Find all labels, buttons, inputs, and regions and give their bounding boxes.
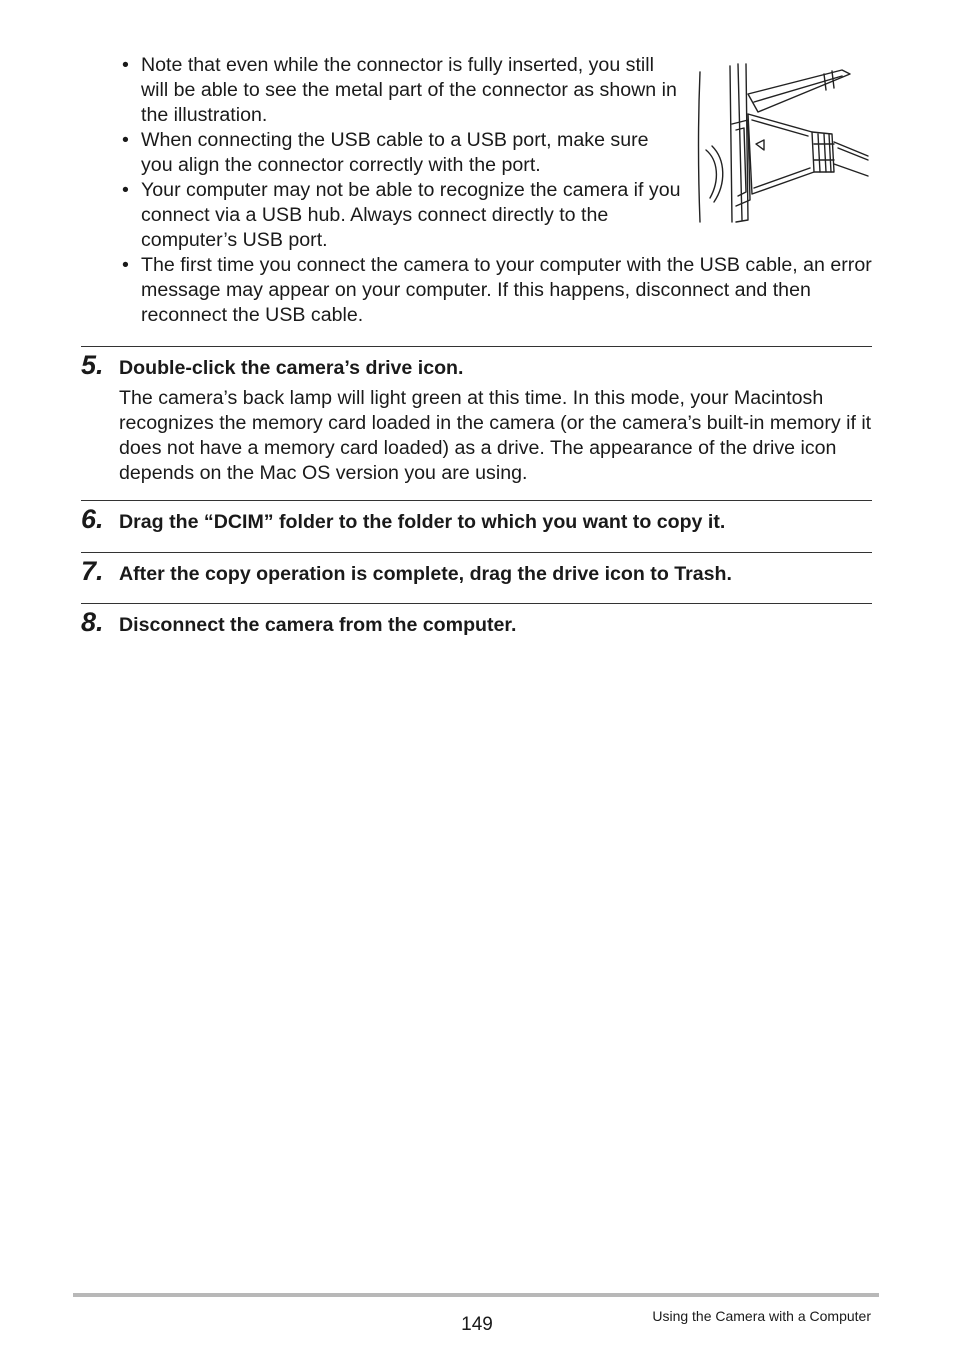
step-title: After the copy operation is complete, drag the drive icon to Trash. xyxy=(119,563,732,585)
bullet-marker: • xyxy=(122,179,129,201)
step-title: Double-click the camera’s drive icon. xyxy=(119,357,464,379)
bullet-marker: • xyxy=(122,129,129,151)
running-title: Using the Camera with a Computer xyxy=(652,1308,871,1324)
step-title: Drag the “DCIM” folder to the folder to which you want to copy it. xyxy=(119,511,726,533)
bullet-marker: • xyxy=(122,54,129,76)
step-divider xyxy=(81,346,872,347)
step-number: 7. xyxy=(81,556,104,586)
step-number: 5. xyxy=(81,350,104,380)
bullet-item xyxy=(122,178,681,253)
bullet-item xyxy=(122,128,681,178)
step-divider xyxy=(81,603,872,604)
bullet-text: The first time you connect the camera to your computer with the USB cable, an error message may appear on your computer. If this happens, disconnect and then reconnect the USB cable. xyxy=(141,254,872,326)
step-body: The camera’s back lamp will light green at this time. In this mode, your Macintosh recognizes the memory card loaded in the camera (or the camera’s built-in memory if it does not have a memory card loaded) as a drive. The appearance of the drive icon depends on the Mac OS version you are using. xyxy=(119,387,872,484)
step-divider xyxy=(81,500,872,501)
step-number: 8. xyxy=(81,607,104,637)
bullet-item xyxy=(122,53,681,128)
bullet-text: Note that even while the connector is fully inserted, you still will be able to see the metal part of the connector as shown in the illustration. xyxy=(141,54,677,126)
bullet-item xyxy=(122,253,872,328)
page-number: 149 xyxy=(461,1314,493,1335)
bullet-text: When connecting the USB cable to a USB port, make sure you align the connector correctly with the port. xyxy=(141,129,649,176)
usb-connector-illustration-icon xyxy=(692,60,872,225)
step-title: Disconnect the camera from the computer. xyxy=(119,614,517,636)
bullet-text: Your computer may not be able to recognize the camera if you connect via a USB hub. Always connect directly to the computer’s USB port. xyxy=(141,179,681,251)
footer-divider xyxy=(73,1293,879,1297)
step-number: 6. xyxy=(81,504,104,534)
step-divider xyxy=(81,552,872,553)
bullet-marker: • xyxy=(122,254,129,276)
